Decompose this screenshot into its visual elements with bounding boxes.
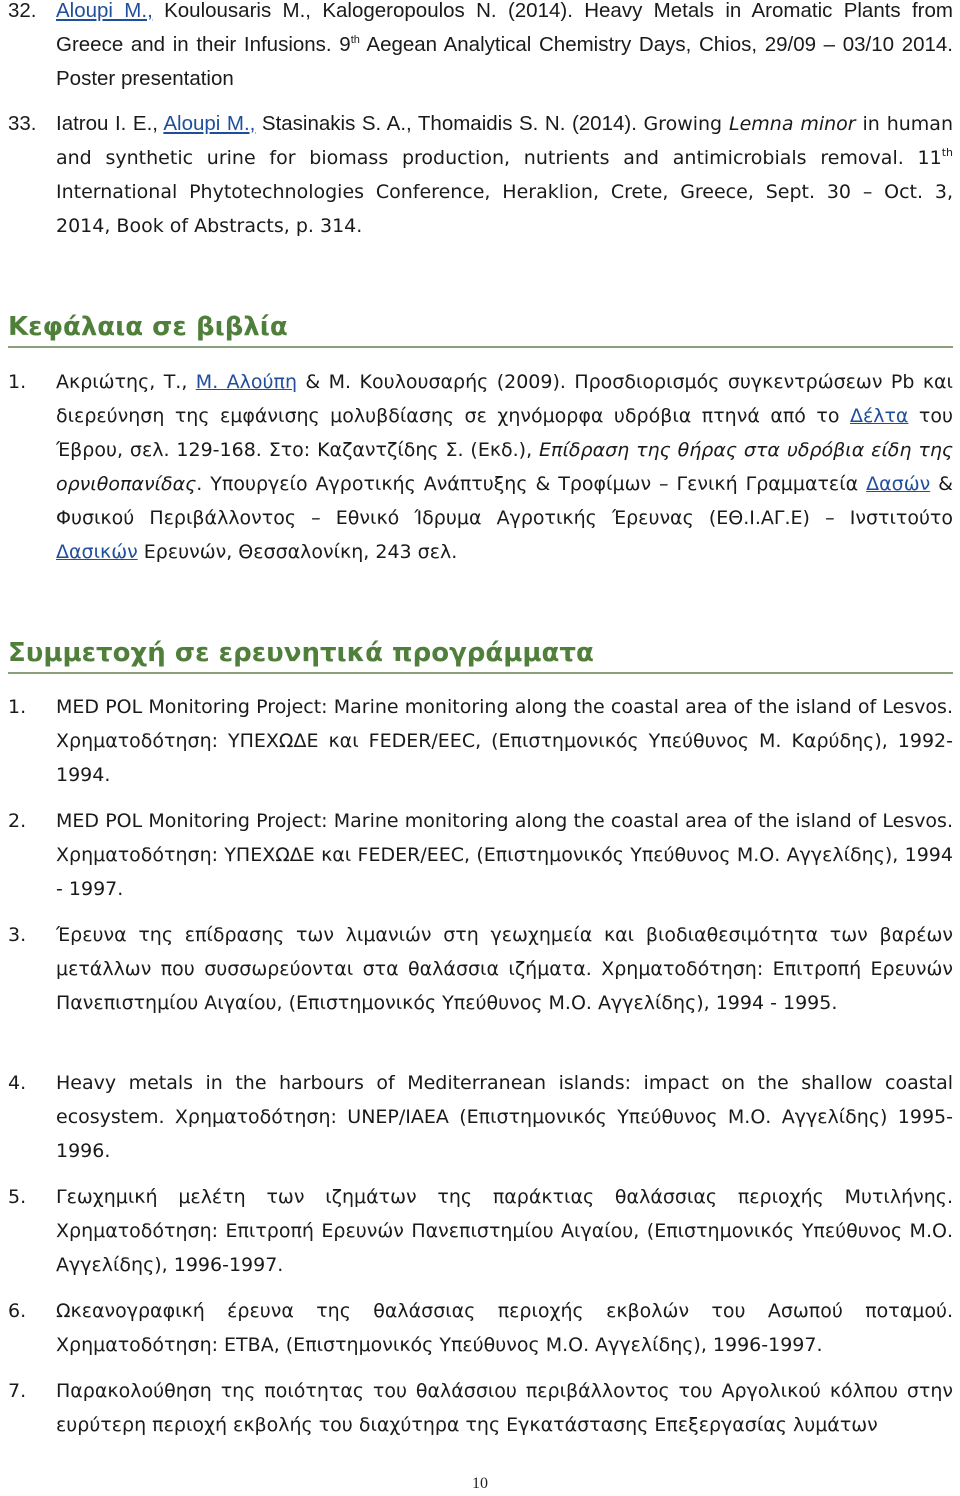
project-entry: 4. Heavy metals in the harbours of Mediterranean islands: impact on the shallow coastal ecosystem. Χρηματοδότηση: UNEP/IAEA (Επιστημονικός Υπεύθυνος Μ.Ο. Αγγελίδης) 1995-1996.: [8, 1072, 953, 1162]
term-link[interactable]: Δασών: [866, 473, 931, 495]
publication-entry-32: [8, 0, 953, 96]
entry-number: 32.: [8, 0, 37, 22]
entry-number: 33.: [8, 112, 37, 135]
author-link[interactable]: Aloupi M.,: [163, 112, 256, 135]
publication-entry-33: [8, 107, 953, 243]
entry-body: Aloupi M., Koulousaris M., Kalogeropoulos N. (2014). Heavy Metals in Aromatic Plants from Greece and in their Infusions. 9th Aegean Analytical Chemistry Days, Chios, 29/09 – 03/10 2014. Poster presentation: [56, 0, 953, 90]
author-link[interactable]: Aloupi M.,: [56, 0, 153, 22]
project-entry: 2. MED POL Monitoring Project: Marine monitoring along the coastal area of the island of Lesvos. Χρηματοδότηση: ΥΠΕΧΩΔΕ και FEDER/EEC, (Επιστημονικός Υπεύθυνος Μ.Ο. Αγγελίδης), 1994 - 1997.: [8, 810, 953, 900]
section-heading-chapters: Κεφάλαια σε βιβλία: [8, 310, 953, 348]
author-link[interactable]: Μ. Αλούπη: [195, 371, 297, 393]
project-entry: 1. MED POL Monitoring Project: Marine monitoring along the coastal area of the island of Lesvos. Χρηματοδότηση: ΥΠΕΧΩΔΕ και FEDER/EEC, (Επιστημονικός Υπεύθυνος Μ. Καρύδης), 1992-1994.: [8, 696, 953, 786]
project-entry: 6. Ωκεανογραφική έρευνα της θαλάσσιας περιοχής εκβολών του Ασωπού ποταμού. Χρηματοδότηση: ΕΤΒΑ, (Επιστημονικός Υπεύθυνος Μ.Ο. Αγγελίδης), 1996-1997.: [8, 1300, 953, 1356]
page-number: 10: [472, 1475, 488, 1492]
chapter-entry: 1. Ακριώτης, Τ., Μ. Αλούπη & Μ. Κουλουσαρής (2009). Προσδιορισμός συγκεντρώσεων Pb και διερεύνηση της εμφάνισης μολυβδίασης σε χηνόμορφα υδρόβια πτηνά από το Δέλτα του Έβρου, σελ. 129-168. Στο: Καζαντζίδης Σ. (Εκδ.), Επίδραση της θήρας στα υδρόβια είδη της ορνιθοπανίδας. Υπουργείο Αγροτικής Ανάπτυξης & Τροφίμων – Γενική Γραμματεία Δασών & Φυσικού Περιβάλλοντος – Εθνικό Ίδρυμα Αγροτικής Έρευνας (ΕΘ.Ι.ΑΓ.Ε) – Ινστιτούτο Δασικών Ερευνών, Θεσσαλονίκη, 243 σελ.: [8, 371, 954, 563]
project-entry: 3. Έρευνα της επίδρασης των λιμανιών στη γεωχημεία και βιοδιαθεσιμότητα των βαρέων μετάλλων που συσσωρεύονται στα θαλάσσια ιζήματα. Χρηματοδότηση: Επιτροπή Ερευνών Πανεπιστημίου Αιγαίου, (Επιστημονικός Υπεύθυνος Μ.Ο. Αγγελίδης), 1994 - 1995.: [8, 924, 953, 1014]
term-link[interactable]: Δασικών: [56, 541, 138, 563]
project-entry: 7. Παρακολούθηση της ποιότητας του θαλάσσιου περιβάλλοντος του Αργολικού κόλπου στην ευρύτερη περιοχή εκβολής του διαχύτηρα της Εγκατάστασης Επεξεργασίας λυμάτων: [8, 1380, 953, 1436]
place-link[interactable]: Δέλτα: [849, 405, 909, 427]
section-heading-projects: Συμμετοχή σε ερευνητικά προγράμματα: [8, 636, 953, 674]
entry-body: Iatrou I. E., Aloupi M., Stasinakis S. A., Thomaidis S. N. (2014). Growing Lemna minor in human and synthetic urine for biomass production, nutrients and antimicrobials removal. 11th International Phytotechnologies Conference, Heraklion, Crete, Greece, Sept. 30 – Oct. 3, 2014, Book of Abstracts, p. 314.: [56, 112, 953, 237]
project-entry: 5. Γεωχημική μελέτη των ιζημάτων της παράκτιας θαλάσσιας περιοχής Μυτιλήνης. Χρηματοδότηση: Επιτροπή Ερευνών Πανεπιστημίου Αιγαίου, (Επιστημονικός Υπεύθυνος Μ.Ο. Αγγελίδης), 1996-1997.: [8, 1186, 953, 1276]
